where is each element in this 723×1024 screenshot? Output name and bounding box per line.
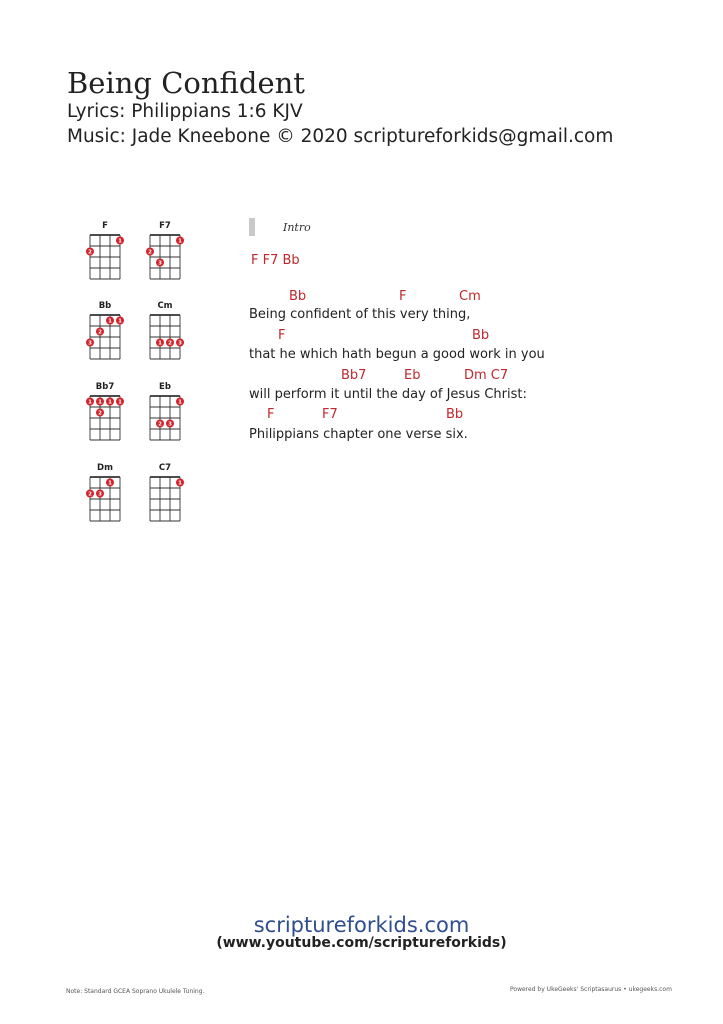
site-link[interactable]: scriptureforkids.com [253,913,470,937]
chord-diagram-cm [144,298,188,362]
chord-label: Bb7 [341,368,367,383]
chord-label: F [399,289,407,304]
finger-number: 3 [178,340,182,347]
youtube-link[interactable]: (www.youtube.com/scriptureforkids) [216,935,507,951]
chord-name: F [102,221,108,231]
chord-name: F7 [159,221,171,231]
chord-grid [144,298,188,362]
chord-grid [144,379,188,443]
chord-grid [84,298,128,362]
chord-grid [144,218,188,282]
chord-grid [84,379,128,443]
chord-diagram-eb [144,379,188,443]
chord-name: C7 [158,463,172,473]
lyric-line: will perform it until the day of Jesus Christ: [249,387,527,402]
finger-number: 2 [168,340,172,347]
chord-diagram-bb7 [84,379,128,443]
powered-by: Powered by UkeGeeks' Scriptasaurus • ukegeeks.com [510,986,672,993]
chord-label: Cm [459,289,481,304]
chord-label: Bb [289,289,307,304]
finger-number: 3 [98,491,102,498]
chord-diagram-bb [84,298,128,362]
finger-number: 1 [108,480,112,487]
lyric-line: Being confident of this very thing, [249,307,471,322]
chord-label: F [267,407,275,422]
finger-number: 3 [168,421,172,428]
chord-label: Bb [472,328,490,343]
finger-number: 2 [98,410,102,417]
chord-label: Eb [404,368,421,383]
lyric-line: that he which hath begun a good work in you [249,347,545,362]
chord-name: Cm [157,301,173,311]
finger-number: 1 [88,399,92,406]
chord-grid [84,460,128,524]
chord-label: F7 [322,407,338,422]
finger-number: 3 [158,260,162,267]
finger-number: 1 [178,238,182,245]
chord-label: Bb [446,407,464,422]
finger-number: 2 [88,491,92,498]
finger-number: 1 [108,399,112,406]
finger-number: 2 [148,249,152,256]
chord-name: Bb [98,301,112,311]
chord-diagram-dm [84,460,128,524]
finger-number: 1 [178,399,182,406]
chord-label: F [278,328,286,343]
music-credit: Music: Jade Kneebone © 2020 scriptureforkids@gmail.com [67,126,614,147]
chord-grid [144,460,188,524]
chord-diagram-f [84,218,128,282]
finger-number: 1 [158,340,162,347]
tuning-note: Note: Standard GCEA Soprano Ukulele Tuning. [66,988,205,995]
chord-diagram-c7 [144,460,188,524]
finger-number: 1 [118,318,122,325]
intro-label: Intro [283,221,311,234]
intro-chords: F F7 Bb [251,253,300,268]
chord-name: Eb [159,382,171,392]
intro-marker [249,218,255,236]
finger-number: 1 [98,399,102,406]
chord-name: Dm [97,463,113,473]
song-title: Being Confident [67,66,305,100]
chord-diagram-f7 [144,218,188,282]
chord-label: Dm C7 [464,368,509,383]
finger-number: 2 [88,249,92,256]
finger-number: 2 [98,329,102,336]
finger-number: 1 [108,318,112,325]
finger-number: 1 [118,399,122,406]
finger-number: 3 [88,340,92,347]
chord-grid [84,218,128,282]
lyrics-credit: Lyrics: Philippians 1:6 KJV [67,101,303,122]
lyric-line: Philippians chapter one verse six. [249,427,468,442]
finger-number: 1 [178,480,182,487]
chord-name: Bb7 [95,382,115,392]
finger-number: 2 [158,421,162,428]
finger-number: 1 [118,238,122,245]
